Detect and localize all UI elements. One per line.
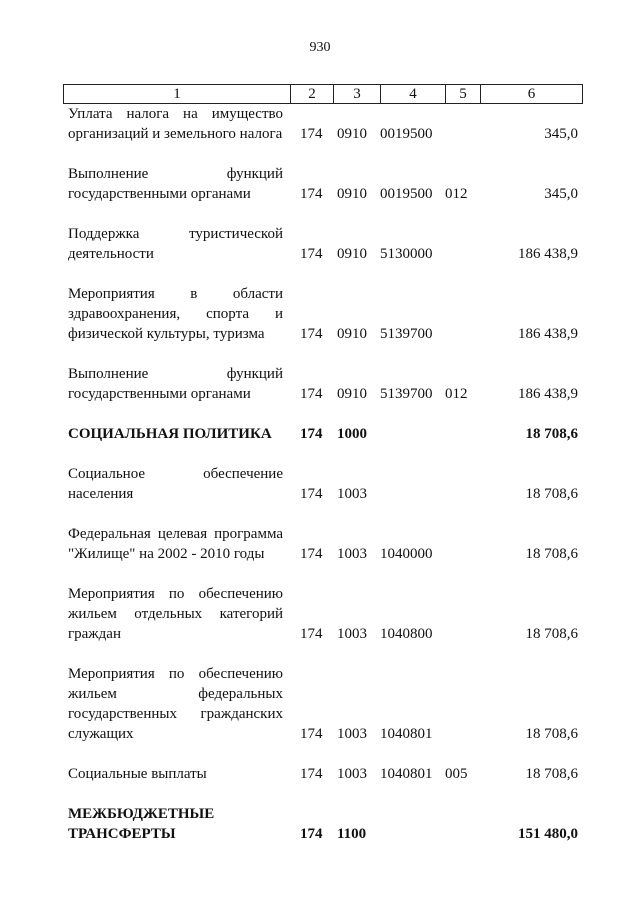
row-name-line: здравоохранения, спорта и [68,306,283,322]
cell-c3: 1003 [337,486,367,502]
budget-table-body [0,104,640,864]
cell-c3: 1100 [337,826,367,842]
cell-c6: 151 480,0 [518,826,578,842]
table-row [0,424,640,444]
cell-c3: 0910 [337,246,367,262]
table-row [0,664,640,744]
row-name [68,584,283,644]
header-col-4: 4 [381,85,446,104]
table-row [0,524,640,564]
table-row [0,764,640,784]
row-name [68,664,283,744]
cell-c2: 174 [300,486,323,502]
row-name [68,224,283,264]
cell-c2: 174 [300,126,323,142]
cell-c4: 5130000 [380,246,433,262]
cell-c4: 1040801 [380,726,433,742]
cell-c2: 174 [300,626,323,642]
cell-c3: 1003 [337,726,367,742]
cell-c4: 1040801 [380,766,433,782]
row-name-line: Федеральная целевая программа [68,526,283,542]
page-number: 930 [309,40,331,55]
table-row [0,284,640,344]
row-name [68,424,283,444]
cell-c3: 0910 [337,326,367,342]
row-name-line: жильем отдельных категорий [68,606,283,622]
cell-c6: 18 708,6 [525,766,578,782]
row-name-line: "Жилище" на 2002 - 2010 годы [68,546,265,562]
row-name [68,464,283,504]
cell-c6: 345,0 [544,186,578,202]
cell-c2: 174 [300,546,323,562]
row-name [68,524,283,564]
cell-c4: 0019500 [380,186,433,202]
cell-c3: 0910 [337,126,367,142]
cell-c2: 174 [300,826,323,842]
row-name-line: ТРАНСФЕРТЫ [68,826,176,842]
table-row [0,464,640,504]
header-col-1: 1 [64,85,291,104]
table-row [0,224,640,264]
cell-c4: 0019500 [380,126,433,142]
cell-c5: 005 [445,766,468,782]
table-row [0,584,640,644]
row-name-line: Мероприятия в области [68,286,283,302]
cell-c3: 0910 [337,386,367,402]
header-col-5: 5 [446,85,481,104]
table-row [0,104,640,144]
cell-c2: 174 [300,766,323,782]
cell-c4: 5139700 [380,326,433,342]
row-name-line: населения [68,486,134,502]
cell-c2: 174 [300,726,323,742]
row-name [68,764,283,784]
row-name-line: жильем федеральных [68,686,283,702]
table-row [0,364,640,404]
row-name-line: государственных гражданских [68,706,283,722]
cell-c6: 345,0 [544,126,578,142]
cell-c2: 174 [300,186,323,202]
cell-c2: 174 [300,386,323,402]
cell-c6: 18 708,6 [525,726,578,742]
cell-c6: 18 708,6 [525,426,578,442]
cell-c4: 5139700 [380,386,433,402]
cell-c6: 18 708,6 [525,626,578,642]
cell-c6: 18 708,6 [525,486,578,502]
header-col-3: 3 [334,85,381,104]
cell-c6: 186 438,9 [518,246,578,262]
header-col-6: 6 [481,85,583,104]
row-name-line: Уплата налога на имущество [68,106,283,122]
column-header-table [63,84,583,104]
cell-c2: 174 [300,426,323,442]
row-name [68,284,283,344]
row-name [68,804,283,844]
cell-c3: 1003 [337,626,367,642]
cell-c4: 1040000 [380,546,433,562]
table-row [0,804,640,844]
header-col-2: 2 [291,85,334,104]
row-name-line: граждан [68,626,121,642]
cell-c5: 012 [445,186,468,202]
row-name-line: МЕЖБЮДЖЕТНЫЕ [68,806,215,822]
row-name-line: Мероприятия по обеспечению [68,586,283,602]
cell-c3: 1003 [337,546,367,562]
row-name-line: государственными органами [68,386,251,402]
row-name-line: Выполнение функций [68,366,283,382]
cell-c3: 0910 [337,186,367,202]
cell-c4: 1040800 [380,626,433,642]
row-name [68,364,283,404]
row-name-line: организаций и земельного налога [68,126,283,142]
cell-c5: 012 [445,386,468,402]
cell-c6: 186 438,9 [518,326,578,342]
row-name-line: СОЦИАЛЬНАЯ ПОЛИТИКА [68,426,272,442]
row-name [68,164,283,204]
cell-c2: 174 [300,246,323,262]
cell-c3: 1000 [337,426,367,442]
cell-c6: 18 708,6 [525,546,578,562]
cell-c6: 186 438,9 [518,386,578,402]
row-name-line: Мероприятия по обеспечению [68,666,283,682]
row-name-line: Выполнение функций [68,166,283,182]
row-name-line: Социальное обеспечение [68,466,283,482]
row-name-line: физической культуры, туризма [68,326,265,342]
row-name-line: деятельности [68,246,154,262]
row-name-line: служащих [68,726,134,742]
row-name-line: государственными органами [68,186,251,202]
cell-c2: 174 [300,326,323,342]
row-name-line: Социальные выплаты [68,766,207,782]
row-name [68,104,283,144]
table-row [0,164,640,204]
cell-c3: 1003 [337,766,367,782]
row-name-line: Поддержка туристической [68,226,283,242]
